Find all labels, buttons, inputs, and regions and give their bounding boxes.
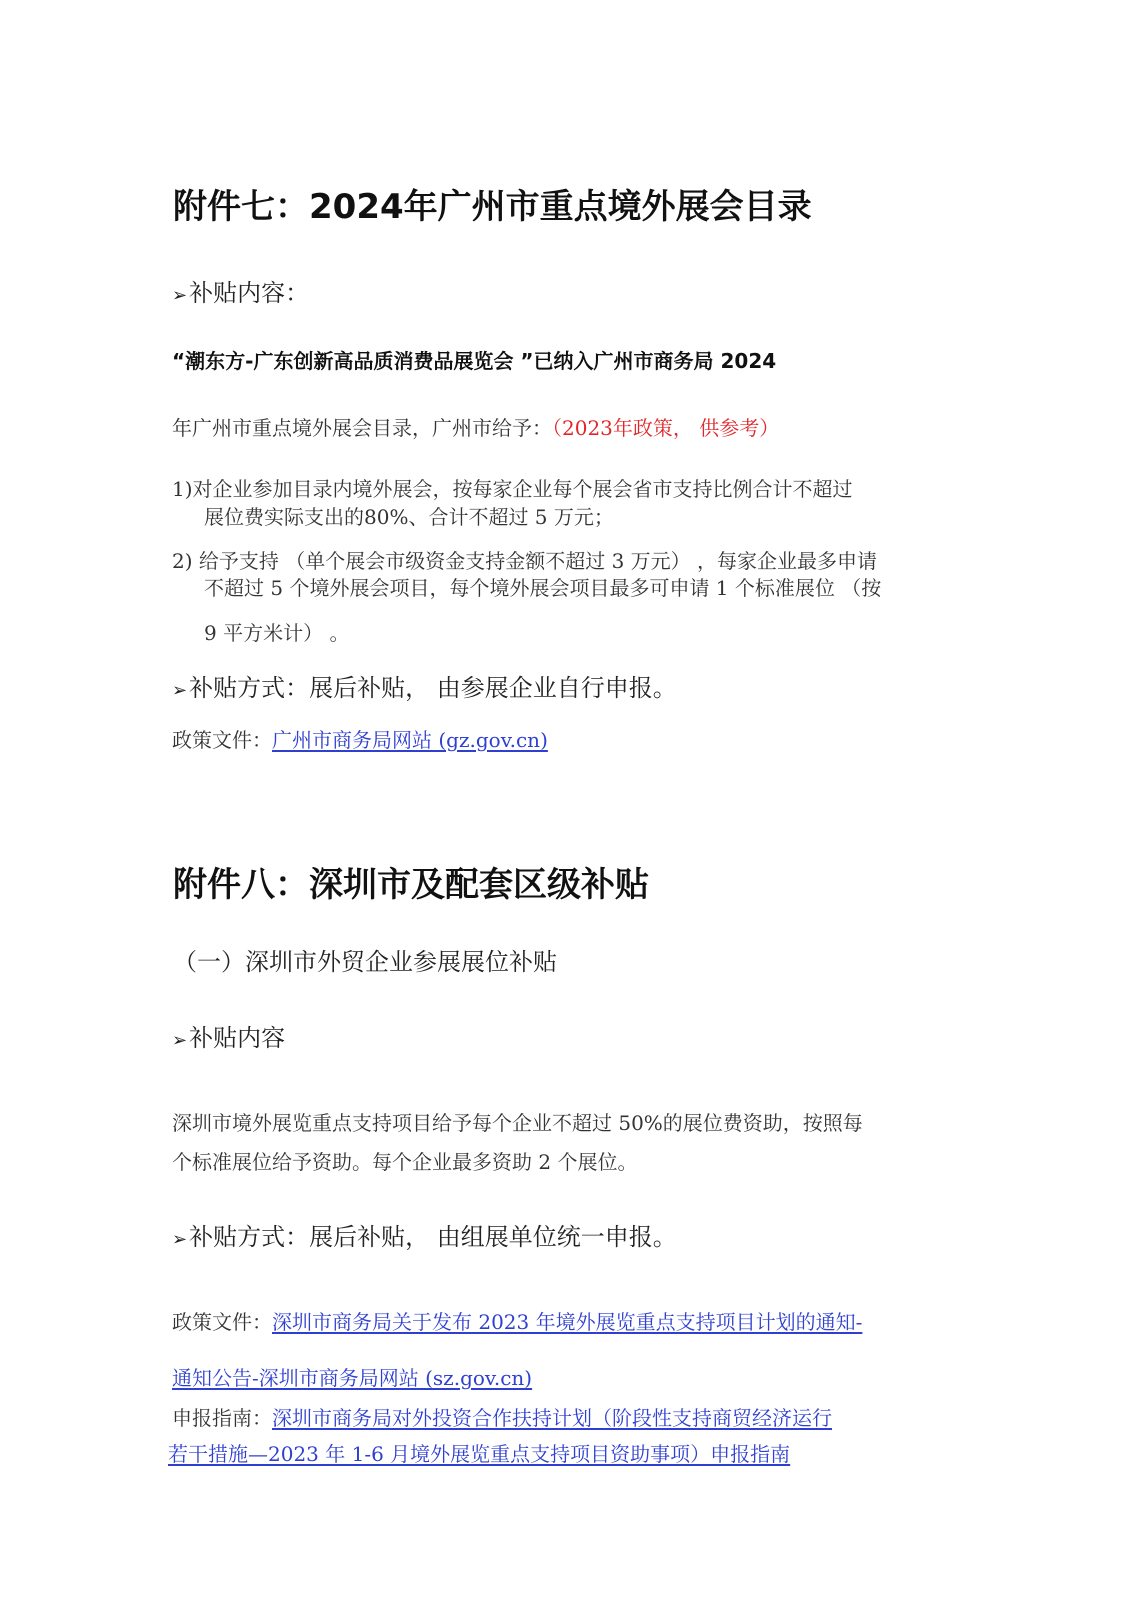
section7-method-text: 补贴方式：展后补贴， 由参展企业自行申报。 (189, 674, 677, 702)
section8-guide-line1 (172, 1408, 832, 1428)
section7-policy-label: 政策文件： (172, 728, 272, 752)
section7-item1-line2: 展位费实际支出的80%、合计不超过 5 万元； (204, 505, 614, 529)
gz-commerce-link[interactable]: 广州市商务局网站 (gz.gov.cn) (272, 728, 548, 752)
section7-content-line2-text: 年广州市重点境外展会目录，广州市给予： (172, 416, 552, 440)
section8-content-heading-text: 补贴内容 (189, 1024, 286, 1052)
arrow-bullet-icon: ➢ (172, 680, 188, 701)
section8-content-heading (172, 1026, 285, 1050)
section8-policy-label: 政策文件： (172, 1310, 272, 1334)
section8-title: 附件八：深圳市及配套区级补贴 (173, 865, 649, 905)
section8-policy-line2 (172, 1368, 532, 1388)
section8-content-line1: 深圳市境外展览重点支持项目给予每个企业不超过 50%的展位费资助，按照每 (172, 1111, 863, 1135)
arrow-bullet-icon: ➢ (172, 285, 188, 306)
section8-guide-label: 申报指南： (172, 1406, 272, 1430)
section7-policy-line (172, 730, 548, 750)
section8-guide-line2 (168, 1444, 790, 1464)
section7-content-heading-text: 补贴内容： (189, 279, 310, 307)
section7-item2-line3: 9 平方米计） 。 (204, 621, 350, 645)
sz-policy-link-line1[interactable]: 深圳市商务局关于发布 2023 年境外展览重点支持项目计划的通知- (272, 1310, 863, 1334)
sz-guide-link-line1[interactable]: 深圳市商务局对外投资合作扶持计划（阶段性支持商贸经济运行 (272, 1406, 832, 1430)
section8-method-heading (172, 1225, 677, 1249)
section7-item1-line1: 1)对企业参加目录内境外展会，按每家企业每个展会省市支持比例合计不超过 (172, 477, 853, 501)
sz-policy-link-line2[interactable]: 通知公告-深圳市商务局网站 (sz.gov.cn) (172, 1366, 533, 1390)
section8-policy-line1 (172, 1312, 862, 1332)
section7-method-heading (172, 676, 677, 700)
section7-title: 附件七：2024年广州市重点境外展会目录 (173, 187, 812, 227)
section8-sub-heading: （一）深圳市外贸企业参展展位补贴 (173, 948, 557, 976)
section8-method-text: 补贴方式：展后补贴， 由组展单位统一申报。 (189, 1223, 677, 1251)
section7-content-line2 (172, 418, 779, 438)
section7-item2-line2: 不超过 5 个境外展会项目，每个境外展会项目最多可申请 1 个标准展位 （按 (204, 576, 882, 600)
section7-item2-line1: 2) 给予支持 （单个展会市级资金支持金额不超过 3 万元） ，每家企业最多申请 (172, 549, 878, 573)
section8-content-line2: 个标准展位给予资助。每个企业最多资助 2 个展位。 (172, 1150, 638, 1174)
section7-policy-note: （2023年政策， 供参考） (552, 416, 780, 440)
section7-content-line1: “潮东方-广东创新高品质消费品展览会 ”已纳入广州市商务局 2024 (172, 349, 777, 373)
section7-content-heading (172, 281, 309, 305)
arrow-bullet-icon: ➢ (172, 1030, 188, 1051)
arrow-bullet-icon: ➢ (172, 1229, 188, 1250)
sz-guide-link-line2[interactable]: 若干措施—2023 年 1-6 月境外展览重点支持项目资助事项）申报指南 (168, 1442, 791, 1466)
